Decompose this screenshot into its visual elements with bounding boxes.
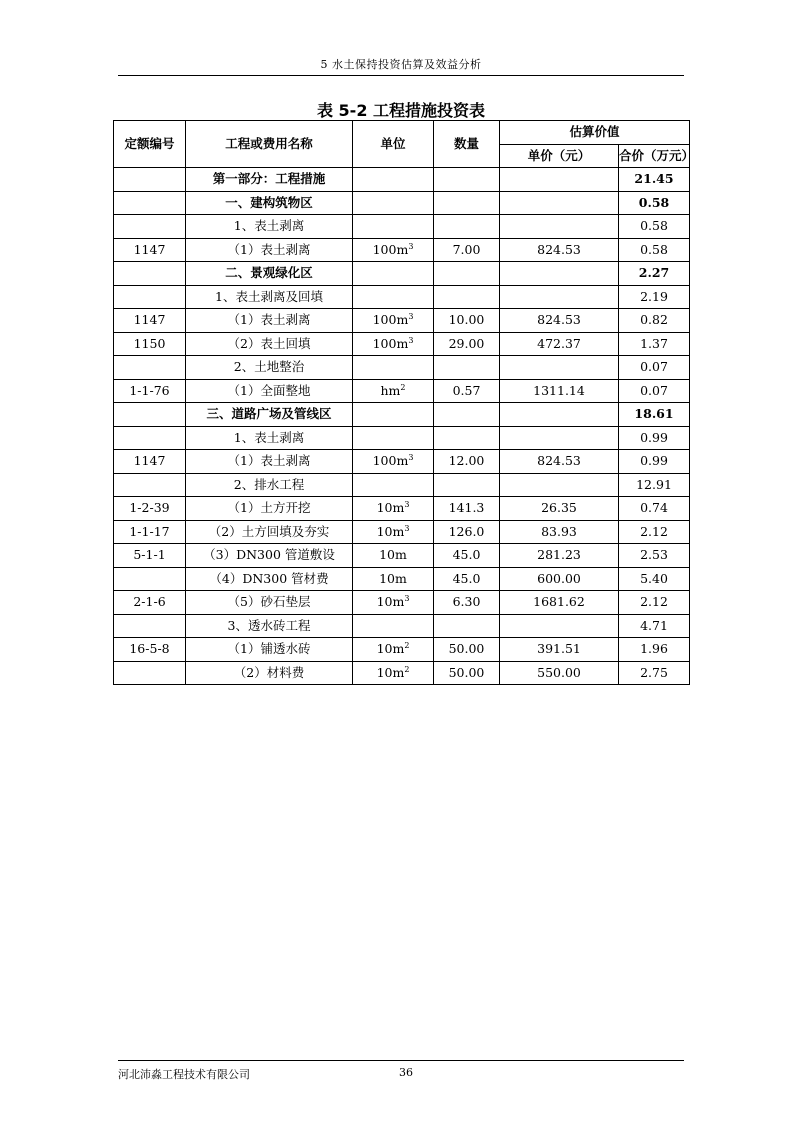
running-header: 5 水土保持投资估算及效益分析 <box>320 58 482 71</box>
cell-qty: 45.0 <box>434 567 500 591</box>
unit-exponent: 3 <box>404 523 410 533</box>
cell-unit-price: 391.51 <box>500 638 619 662</box>
cell-total: 0.07 <box>619 356 690 380</box>
cell-name: （1）表土剥离 <box>186 450 353 474</box>
header-divider <box>118 75 684 76</box>
col-header-qty: 数量 <box>434 121 500 168</box>
cell-qty <box>434 473 500 497</box>
cell-unit-price: 1311.14 <box>500 379 619 403</box>
table-row <box>114 168 690 192</box>
table-row <box>114 262 690 286</box>
col-header-unit: 单位 <box>353 121 434 168</box>
cell-name: 1、表土剥离 <box>186 215 353 239</box>
cell-name: 第一部分：工程措施 <box>186 168 353 192</box>
cell-unit <box>353 497 434 521</box>
unit-exponent: 2 <box>400 382 406 392</box>
cell-unit <box>353 379 434 403</box>
table-row <box>114 379 690 403</box>
cell-total: 18.61 <box>619 403 690 427</box>
cell-qty: 50.00 <box>434 661 500 685</box>
cell-unit-price: 281.23 <box>500 544 619 568</box>
cell-unit <box>353 638 434 662</box>
cell-qty <box>434 614 500 638</box>
unit-base: 10m <box>376 664 405 680</box>
cell-qty: 126.0 <box>434 520 500 544</box>
unit-exponent: 3 <box>408 453 414 463</box>
col-header-code: 定额编号 <box>114 121 186 168</box>
table-row <box>114 215 690 239</box>
cell-total: 0.07 <box>619 379 690 403</box>
table-row <box>114 497 690 521</box>
table-row <box>114 661 690 685</box>
cell-code: 5-1-1 <box>114 544 186 568</box>
cell-name: （4）DN300 管材费 <box>186 567 353 591</box>
cell-unit-price <box>500 168 619 192</box>
table-row <box>114 567 690 591</box>
cell-unit <box>353 309 434 333</box>
cell-unit-price <box>500 191 619 215</box>
cell-total: 12.91 <box>619 473 690 497</box>
cell-code: 1147 <box>114 238 186 262</box>
cell-code <box>114 426 186 450</box>
cell-code: 1-2-39 <box>114 497 186 521</box>
cell-qty: 50.00 <box>434 638 500 662</box>
unit-base: 10m <box>379 547 407 563</box>
cell-code <box>114 285 186 309</box>
cell-qty: 10.00 <box>434 309 500 333</box>
unit-base: 10m <box>376 523 405 539</box>
cell-name: 1、表土剥离及回填 <box>186 285 353 309</box>
cell-unit-price: 1681.62 <box>500 591 619 615</box>
cell-unit <box>353 473 434 497</box>
cell-unit <box>353 356 434 380</box>
cell-unit-price <box>500 403 619 427</box>
unit-exponent: 3 <box>408 241 414 251</box>
cell-total: 5.40 <box>619 567 690 591</box>
unit-exponent: 3 <box>404 500 410 510</box>
cell-total: 0.58 <box>619 215 690 239</box>
cell-code: 1150 <box>114 332 186 356</box>
cell-qty: 141.3 <box>434 497 500 521</box>
unit-base: 10m <box>376 641 405 657</box>
table-row <box>114 426 690 450</box>
cell-code <box>114 215 186 239</box>
cell-code: 1-1-17 <box>114 520 186 544</box>
cell-qty: 45.0 <box>434 544 500 568</box>
cell-qty: 0.57 <box>434 379 500 403</box>
investment-table <box>113 120 695 685</box>
cell-code <box>114 356 186 380</box>
cell-name: （1）表土剥离 <box>186 238 353 262</box>
cell-name: 二、景观绿化区 <box>186 262 353 286</box>
cell-unit-price <box>500 262 619 286</box>
cell-total: 0.99 <box>619 426 690 450</box>
cell-unit-price: 824.53 <box>500 309 619 333</box>
cell-unit <box>353 332 434 356</box>
cell-total: 2.27 <box>619 262 690 286</box>
cell-name: （1）铺透水砖 <box>186 638 353 662</box>
cell-name: 三、道路广场及管线区 <box>186 403 353 427</box>
cell-qty <box>434 262 500 286</box>
cell-unit-price: 600.00 <box>500 567 619 591</box>
unit-base: hm <box>380 382 401 398</box>
unit-exponent: 3 <box>408 312 414 322</box>
table-row <box>114 238 690 262</box>
cell-name: 2、排水工程 <box>186 473 353 497</box>
cell-total: 1.96 <box>619 638 690 662</box>
cell-name: （2）材料费 <box>186 661 353 685</box>
cell-name: （5）砂石垫层 <box>186 591 353 615</box>
cell-unit <box>353 614 434 638</box>
cell-qty <box>434 168 500 192</box>
cell-qty <box>434 191 500 215</box>
table-row <box>114 473 690 497</box>
unit-base: 100m <box>372 453 409 469</box>
unit-base: 10m <box>379 570 407 586</box>
table-title: 表 5-2 工程措施投资表 <box>316 101 486 120</box>
unit-base: 100m <box>372 335 409 351</box>
page-number: 36 <box>399 1066 413 1079</box>
cell-qty <box>434 285 500 309</box>
cell-total: 0.99 <box>619 450 690 474</box>
cell-total: 21.45 <box>619 168 690 192</box>
cell-qty <box>434 426 500 450</box>
cell-unit <box>353 661 434 685</box>
cell-unit-price: 472.37 <box>500 332 619 356</box>
cell-qty <box>434 356 500 380</box>
cell-unit-price: 83.93 <box>500 520 619 544</box>
cell-unit <box>353 403 434 427</box>
cell-total: 2.12 <box>619 591 690 615</box>
cell-unit <box>353 426 434 450</box>
cell-code <box>114 403 186 427</box>
cell-name: （1）全面整地 <box>186 379 353 403</box>
unit-base: 10m <box>376 594 405 610</box>
cell-code: 1147 <box>114 450 186 474</box>
col-header-unit-price: 单价（元） <box>500 144 619 168</box>
unit-exponent: 2 <box>404 641 410 651</box>
table-row <box>114 403 690 427</box>
cell-qty: 7.00 <box>434 238 500 262</box>
cell-unit <box>353 285 434 309</box>
unit-base: 10m <box>376 500 405 516</box>
cell-unit <box>353 520 434 544</box>
cell-unit <box>353 215 434 239</box>
cell-code <box>114 567 186 591</box>
cell-qty <box>434 403 500 427</box>
cell-total: 0.58 <box>619 191 690 215</box>
cell-total: 0.82 <box>619 309 690 333</box>
cell-unit-price <box>500 215 619 239</box>
cell-unit <box>353 591 434 615</box>
cell-unit <box>353 567 434 591</box>
cell-unit-price: 824.53 <box>500 238 619 262</box>
table-row <box>114 591 690 615</box>
cell-total: 2.75 <box>619 661 690 685</box>
cell-total: 2.53 <box>619 544 690 568</box>
cell-qty: 12.00 <box>434 450 500 474</box>
cell-name: （1）土方开挖 <box>186 497 353 521</box>
table-row <box>114 520 690 544</box>
cell-unit <box>353 238 434 262</box>
col-header-estimate: 估算价值 <box>500 121 690 145</box>
cell-unit <box>353 191 434 215</box>
unit-exponent: 2 <box>404 664 410 674</box>
unit-exponent: 3 <box>408 335 414 345</box>
cell-total: 2.19 <box>619 285 690 309</box>
cell-unit-price <box>500 473 619 497</box>
cell-unit-price <box>500 356 619 380</box>
cell-unit <box>353 262 434 286</box>
cell-unit <box>353 544 434 568</box>
table-row <box>114 544 690 568</box>
table-row <box>114 638 690 662</box>
cell-qty <box>434 215 500 239</box>
cell-code <box>114 191 186 215</box>
cell-code <box>114 614 186 638</box>
cell-name: （2）表土回填 <box>186 332 353 356</box>
cell-name: （2）土方回填及夯实 <box>186 520 353 544</box>
cell-total: 1.37 <box>619 332 690 356</box>
cell-unit-price <box>500 614 619 638</box>
col-header-name: 工程或费用名称 <box>186 121 353 168</box>
table-row <box>114 450 690 474</box>
cell-code <box>114 473 186 497</box>
unit-exponent: 3 <box>404 594 410 604</box>
cell-unit-price <box>500 285 619 309</box>
table-row <box>114 285 690 309</box>
cell-unit <box>353 450 434 474</box>
cell-code: 1-1-76 <box>114 379 186 403</box>
table-row <box>114 309 690 333</box>
cell-name: 1、表土剥离 <box>186 426 353 450</box>
table-body <box>114 168 690 685</box>
cell-total: 4.71 <box>619 614 690 638</box>
cell-name: 2、土地整治 <box>186 356 353 380</box>
cell-name: 一、建构筑物区 <box>186 191 353 215</box>
cell-name: （3）DN300 管道敷设 <box>186 544 353 568</box>
cell-unit-price: 550.00 <box>500 661 619 685</box>
cell-code <box>114 262 186 286</box>
cell-name: 3、透水砖工程 <box>186 614 353 638</box>
cell-unit-price: 824.53 <box>500 450 619 474</box>
cell-total: 0.58 <box>619 238 690 262</box>
cell-total: 0.74 <box>619 497 690 521</box>
cell-unit-price: 26.35 <box>500 497 619 521</box>
unit-base: 100m <box>372 312 409 328</box>
cell-qty: 6.30 <box>434 591 500 615</box>
table-row <box>114 614 690 638</box>
cell-code <box>114 168 186 192</box>
cell-code: 1147 <box>114 309 186 333</box>
col-header-total: 合价（万元） <box>619 144 690 168</box>
cell-unit <box>353 168 434 192</box>
unit-base: 100m <box>372 241 409 257</box>
cell-unit-price <box>500 426 619 450</box>
cell-code: 16-5-8 <box>114 638 186 662</box>
cell-name: （1）表土剥离 <box>186 309 353 333</box>
cell-total: 2.12 <box>619 520 690 544</box>
table-row <box>114 191 690 215</box>
cell-code <box>114 661 186 685</box>
table-row <box>114 332 690 356</box>
cell-code: 2-1-6 <box>114 591 186 615</box>
cell-qty: 29.00 <box>434 332 500 356</box>
footer-company: 河北沛淼工程技术有限公司 <box>118 1068 250 1081</box>
footer-divider <box>118 1060 684 1061</box>
table-row <box>114 356 690 380</box>
